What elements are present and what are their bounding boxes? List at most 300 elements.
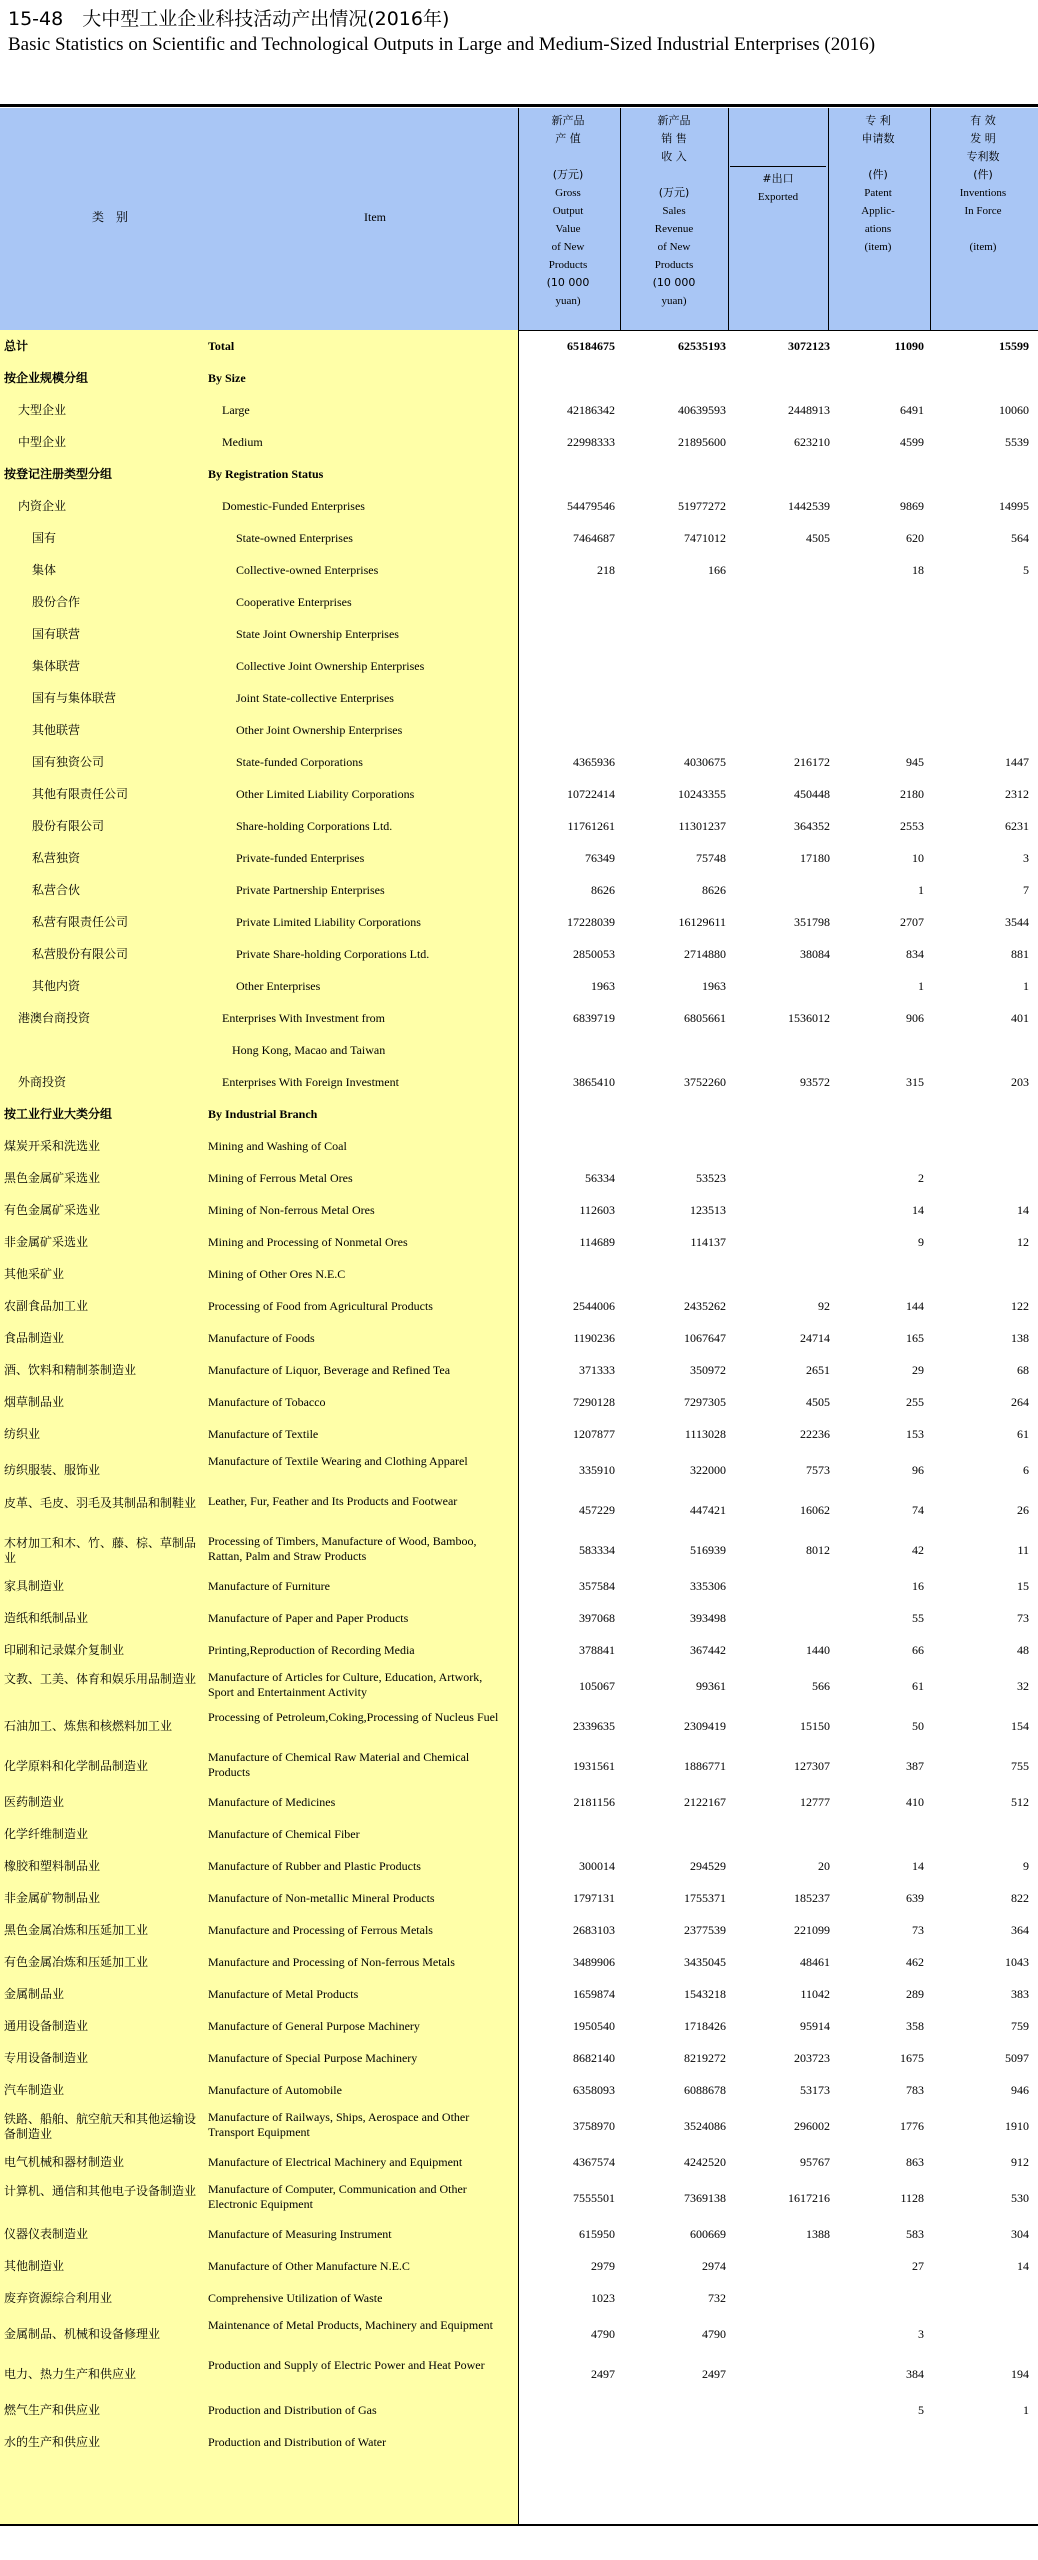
row-value: 1675 xyxy=(900,2051,924,2065)
row-value: 114689 xyxy=(579,1235,615,1249)
row-value: 2181156 xyxy=(573,1795,615,1809)
row-value: 14 xyxy=(912,1859,924,1873)
row-value: 1963 xyxy=(702,979,726,993)
row-item-en: Processing of Petroleum,Coking,Processing of Nucleus Fuel xyxy=(208,1710,499,1724)
row-value: 12777 xyxy=(800,1795,830,1809)
row-value: 138 xyxy=(1011,1331,1029,1345)
row-value: 27 xyxy=(912,2259,924,2273)
table-row xyxy=(0,1034,1038,1066)
table-row xyxy=(0,650,1038,682)
row-value: 54479546 xyxy=(567,499,615,513)
row-item-en: Manufacture of Chemical Fiber xyxy=(208,1827,360,1841)
table-row xyxy=(0,1162,1038,1194)
row-value: 1963 xyxy=(591,979,615,993)
row-value: 9 xyxy=(1023,1859,1029,1873)
row-value: 22998333 xyxy=(567,435,615,449)
row-value: 40639593 xyxy=(678,403,726,417)
row-value: 112603 xyxy=(579,1203,615,1217)
row-value: 5097 xyxy=(1005,2051,1029,2065)
column-divider xyxy=(728,108,729,330)
row-category-cn: 木材加工和木、竹、藤、棕、草制品业 xyxy=(4,1536,197,1565)
table-row xyxy=(0,2354,1038,2394)
table-row xyxy=(0,1666,1038,1706)
table-row xyxy=(0,1818,1038,1850)
row-category-cn: 港澳台商投资 xyxy=(18,1011,91,1025)
table-row xyxy=(0,2426,1038,2458)
row-value: 166 xyxy=(708,563,726,577)
row-value: 371333 xyxy=(579,1363,615,1377)
row-category-cn: 按登记注册类型分组 xyxy=(4,467,113,481)
row-value: 75748 xyxy=(696,851,726,865)
row-item-en: Hong Kong, Macao and Taiwan xyxy=(232,1043,386,1057)
row-value: 822 xyxy=(1011,1891,1029,1905)
header-line: of New xyxy=(657,241,691,253)
row-value: 566 xyxy=(812,1679,830,1693)
row-value: 105067 xyxy=(579,1679,615,1693)
row-value: 61 xyxy=(1017,1427,1029,1441)
row-value: 26 xyxy=(1017,1503,1029,1517)
row-item-en: Manufacture of Measuring Instrument xyxy=(208,2227,392,2241)
table-row xyxy=(0,1746,1038,1786)
header-line: 新产品 xyxy=(551,114,585,127)
row-value: 335910 xyxy=(579,1463,615,1477)
column-divider xyxy=(620,108,621,330)
row-value: 530 xyxy=(1011,2191,1029,2205)
row-value: 2974 xyxy=(702,2259,726,2273)
row-category-cn: 总计 xyxy=(4,339,29,353)
row-value: 56334 xyxy=(585,1171,615,1185)
row-item-en: Private-funded Enterprises xyxy=(236,851,365,865)
table-row xyxy=(0,970,1038,1002)
table-row xyxy=(0,458,1038,490)
row-item-en: Mining of Non-ferrous Metal Ores xyxy=(208,1203,375,1217)
header-line: Patent xyxy=(864,187,892,199)
row-item-en: By Registration Status xyxy=(208,467,324,481)
row-value: 16 xyxy=(912,1579,924,1593)
row-value: 3435045 xyxy=(684,1955,726,1969)
header-line: (item) xyxy=(864,241,892,253)
row-category-cn: 仪器仪表制造业 xyxy=(4,2227,89,2241)
row-value: 1023 xyxy=(591,2291,615,2305)
row-value: 11761261 xyxy=(567,819,615,833)
row-item-en: Manufacture of Paper and Paper Products xyxy=(208,1611,409,1625)
row-category-cn: 股份有限公司 xyxy=(32,819,105,833)
row-value: 12 xyxy=(1017,1235,1029,1249)
table-row xyxy=(0,2282,1038,2314)
row-value: 1755371 xyxy=(684,1891,726,1905)
row-value: 194 xyxy=(1011,2367,1029,2381)
header-inventions-in-force xyxy=(930,112,1036,334)
row-category-cn: 中型企业 xyxy=(18,435,67,449)
row-value: 5539 xyxy=(1005,435,1029,449)
row-category-cn: 非金属矿采选业 xyxy=(4,1235,89,1249)
table-row xyxy=(0,1634,1038,1666)
row-value: 335306 xyxy=(690,1579,726,1593)
row-category-cn: 通用设备制造业 xyxy=(4,2019,89,2033)
row-value: 4505 xyxy=(806,531,830,545)
row-value: 6231 xyxy=(1005,819,1029,833)
top-rule xyxy=(0,104,1038,107)
row-value: 123513 xyxy=(690,1203,726,1217)
row-item-en: State Joint Ownership Enterprises xyxy=(236,627,399,641)
header-line: Sales xyxy=(662,205,686,217)
row-category-cn: 农副食品加工业 xyxy=(4,1299,89,1313)
row-value: 4790 xyxy=(702,2327,726,2341)
row-value: 1388 xyxy=(806,2227,830,2241)
row-value: 21895600 xyxy=(678,435,726,449)
row-category-cn: 其他采矿业 xyxy=(4,1267,65,1281)
row-value: 122 xyxy=(1011,1299,1029,1313)
header-line: (10 000 xyxy=(546,276,590,289)
row-value: 397068 xyxy=(579,1611,615,1625)
row-value: 450448 xyxy=(794,787,830,801)
row-category-cn: 私营独资 xyxy=(32,851,81,865)
row-value: 367442 xyxy=(690,1643,726,1657)
table-row xyxy=(0,714,1038,746)
row-value: 127307 xyxy=(794,1759,830,1773)
row-value: 264 xyxy=(1011,1395,1029,1409)
header-line: (件) xyxy=(973,168,993,181)
row-item-en: Production and Supply of Electric Power and Heat Power xyxy=(208,2358,485,2372)
row-value: 62535193 xyxy=(678,339,726,353)
header-line: Exported xyxy=(757,191,799,203)
row-item-en: Manufacture of Liquor, Beverage and Refined Tea xyxy=(208,1363,451,1377)
row-item-en: Manufacture of Articles for Culture, Education, Artwork, Sport and Entertainment Activity xyxy=(208,1670,483,1699)
row-category-cn: 其他制造业 xyxy=(4,2259,65,2273)
row-value: 1776 xyxy=(900,2119,924,2133)
header-line: (万元) xyxy=(658,186,690,199)
row-value: 11301237 xyxy=(678,819,726,833)
row-category-cn: 汽车制造业 xyxy=(4,2083,65,2097)
row-category-cn: 按企业规模分组 xyxy=(4,371,89,385)
row-value: 4790 xyxy=(591,2327,615,2341)
row-category-cn: 其他内资 xyxy=(32,979,81,993)
header-line: yuan) xyxy=(555,295,581,307)
header-line: Output xyxy=(552,205,584,217)
row-value: 6358093 xyxy=(573,2083,615,2097)
row-value: 2122167 xyxy=(684,1795,726,1809)
row-category-cn: 纺织服装、服饰业 xyxy=(4,1463,101,1477)
header-line: 产 值 xyxy=(555,132,581,145)
row-value: 2497 xyxy=(591,2367,615,2381)
row-value: 351798 xyxy=(794,915,830,929)
table-row xyxy=(0,938,1038,970)
row-item-en: Printing,Reproduction of Recording Media xyxy=(208,1643,415,1657)
row-value: 6 xyxy=(1023,1463,1029,1477)
header-item-en: Item xyxy=(364,210,386,224)
row-value: 114137 xyxy=(690,1235,726,1249)
table-row xyxy=(0,554,1038,586)
row-item-en: Manufacture of Medicines xyxy=(208,1795,336,1809)
row-value: 165 xyxy=(906,1331,924,1345)
row-item-en: Manufacture of General Purpose Machinery xyxy=(208,2019,420,2033)
row-value: 384 xyxy=(906,2367,924,2381)
row-value: 2544006 xyxy=(573,1299,615,1313)
row-value: 203 xyxy=(1011,1075,1029,1089)
row-value: 6491 xyxy=(900,403,924,417)
row-value: 4505 xyxy=(806,1395,830,1409)
row-item-en: Manufacture of Railways, Ships, Aerospace and Other Transport Equipment xyxy=(208,2110,470,2139)
row-category-cn: 计算机、通信和其他电子设备制造业 xyxy=(4,2184,197,2198)
table-row xyxy=(0,1978,1038,2010)
row-category-cn: 废弃资源综合利用业 xyxy=(4,2291,113,2305)
row-value: 564 xyxy=(1011,531,1029,545)
row-item-en: Other Enterprises xyxy=(236,979,321,993)
row-value: 15150 xyxy=(800,1719,830,1733)
row-value: 95767 xyxy=(800,2155,830,2169)
row-value: 2850053 xyxy=(573,947,615,961)
row-value: 3752260 xyxy=(684,1075,726,1089)
table-row xyxy=(0,746,1038,778)
row-value: 3524086 xyxy=(684,2119,726,2133)
row-category-cn: 国有 xyxy=(32,531,57,545)
table-row xyxy=(0,1194,1038,1226)
row-value: 315 xyxy=(906,1075,924,1089)
header-new-product-output xyxy=(518,112,618,334)
table-row xyxy=(0,1706,1038,1746)
row-value: 945 xyxy=(906,755,924,769)
row-value: 623210 xyxy=(794,435,830,449)
row-category-cn: 大型企业 xyxy=(18,403,67,417)
header-line: 收 入 xyxy=(661,150,687,163)
row-value: 2497 xyxy=(702,2367,726,2381)
row-value: 289 xyxy=(906,1987,924,2001)
row-category-cn: 黑色金属冶炼和压延加工业 xyxy=(4,1923,149,1937)
table-row xyxy=(0,2218,1038,2250)
row-category-cn: 专用设备制造业 xyxy=(4,2051,89,2065)
row-value: 17180 xyxy=(800,851,830,865)
row-value: 1536012 xyxy=(788,1011,830,1025)
row-item-en: Other Limited Liability Corporations xyxy=(236,787,415,801)
row-category-cn: 股份合作 xyxy=(32,595,81,609)
row-value: 50 xyxy=(912,1719,924,1733)
header-line: Gross xyxy=(555,187,581,199)
row-category-cn: 石油加工、炼焦和核燃料加工业 xyxy=(4,1719,173,1733)
row-value: 15 xyxy=(1017,1579,1029,1593)
row-item-en: Leather, Fur, Feather and Its Products and Footwear xyxy=(208,1494,458,1508)
table-row xyxy=(0,2314,1038,2354)
header-line: ations xyxy=(864,223,892,235)
row-category-cn: 私营股份有限公司 xyxy=(32,947,129,961)
row-value: 834 xyxy=(906,947,924,961)
row-value: 1886771 xyxy=(684,1759,726,1773)
row-item-en: Mining of Ferrous Metal Ores xyxy=(208,1171,353,1185)
row-category-cn: 金属制品、机械和设备修理业 xyxy=(4,2327,161,2341)
row-value: 1617216 xyxy=(788,2191,830,2205)
row-value: 16062 xyxy=(800,1503,830,1517)
row-value: 583 xyxy=(906,2227,924,2241)
row-category-cn: 煤炭开采和洗选业 xyxy=(4,1139,101,1153)
row-value: 153 xyxy=(906,1427,924,1441)
title-block xyxy=(8,6,1028,58)
row-value: 68 xyxy=(1017,1363,1029,1377)
row-item-en: Cooperative Enterprises xyxy=(236,595,352,609)
row-value: 11 xyxy=(1017,1543,1029,1557)
table-row xyxy=(0,618,1038,650)
header-line: 销 售 xyxy=(661,132,687,145)
row-value: 3 xyxy=(918,2327,924,2341)
table-row xyxy=(0,1322,1038,1354)
row-value: 48461 xyxy=(800,1955,830,1969)
row-item-en: Manufacture of Textile Wearing and Clothing Apparel xyxy=(208,1454,468,1468)
row-value: 4365936 xyxy=(573,755,615,769)
row-item-en: Manufacture of Other Manufacture N.E.C xyxy=(208,2259,410,2273)
row-category-cn: 化学原料和化学制品制造业 xyxy=(4,1759,149,1773)
row-value: 2 xyxy=(918,1171,924,1185)
row-value: 350972 xyxy=(690,1363,726,1377)
row-value: 53523 xyxy=(696,1171,726,1185)
row-item-en: Mining and Washing of Coal xyxy=(208,1139,347,1153)
table-row xyxy=(0,1490,1038,1530)
row-category-cn: 皮革、毛皮、羽毛及其制品和制鞋业 xyxy=(4,1496,197,1510)
table-row xyxy=(0,1354,1038,1386)
row-value: 3544 xyxy=(1005,915,1029,929)
row-value: 1910 xyxy=(1005,2119,1029,2133)
table-row xyxy=(0,1258,1038,1290)
table-row xyxy=(0,490,1038,522)
row-item-en: Mining and Processing of Nonmetal Ores xyxy=(208,1235,408,1249)
row-value: 2714880 xyxy=(684,947,726,961)
row-value: 2312 xyxy=(1005,787,1029,801)
table-row xyxy=(0,2106,1038,2146)
table-row xyxy=(0,586,1038,618)
row-category-cn: 水的生产和供应业 xyxy=(4,2435,101,2449)
row-value: 99361 xyxy=(696,1679,726,1693)
row-value: 294529 xyxy=(690,1859,726,1873)
row-value: 8219272 xyxy=(684,2051,726,2065)
row-value: 14 xyxy=(1017,2259,1029,2273)
row-item-en: Mining of Other Ores N.E.C xyxy=(208,1267,346,1281)
row-value: 3 xyxy=(1023,851,1029,865)
row-value: 296002 xyxy=(794,2119,830,2133)
row-item-en: Manufacture of Chemical Raw Material and Chemical Products xyxy=(208,1750,470,1779)
row-value: 7471012 xyxy=(684,531,726,545)
row-category-cn: 电力、热力生产和供应业 xyxy=(4,2367,137,2381)
row-value: 516939 xyxy=(690,1543,726,1557)
row-value: 1797131 xyxy=(573,1891,615,1905)
row-item-en: Manufacture of Furniture xyxy=(208,1579,330,1593)
row-category-cn: 有色金属矿采选业 xyxy=(4,1203,101,1217)
table-row xyxy=(0,1570,1038,1602)
table-row xyxy=(0,874,1038,906)
table-row xyxy=(0,1882,1038,1914)
row-value: 76349 xyxy=(585,851,615,865)
row-value: 55 xyxy=(912,1611,924,1625)
row-value: 7290128 xyxy=(573,1395,615,1409)
row-value: 2377539 xyxy=(684,1923,726,1937)
header-line: of New xyxy=(551,241,585,253)
row-value: 7297305 xyxy=(684,1395,726,1409)
row-value: 6088678 xyxy=(684,2083,726,2097)
row-category-cn: 燃气生产和供应业 xyxy=(4,2403,101,2417)
row-category-cn: 私营合伙 xyxy=(32,883,81,897)
row-value: 2683103 xyxy=(573,1923,615,1937)
table-row xyxy=(0,1098,1038,1130)
row-item-en: Manufacture and Processing of Non-ferrous Metals xyxy=(208,1955,455,1969)
header-line: Applic- xyxy=(861,205,895,217)
row-item-en: Manufacture of Foods xyxy=(208,1331,315,1345)
header-line: 申请数 xyxy=(861,132,895,145)
row-value: 1043 xyxy=(1005,1955,1029,1969)
table-row xyxy=(0,1418,1038,1450)
row-value: 3758970 xyxy=(573,2119,615,2133)
table-row xyxy=(0,810,1038,842)
row-item-en: Manufacture of Textile xyxy=(208,1427,319,1441)
row-item-en: Manufacture of Automobile xyxy=(208,2083,342,2097)
row-value: 755 xyxy=(1011,1759,1029,1773)
table-title-en: Basic Statistics on Scientific and Technological Outputs in Large and Medium-Sized Industrial Enterprises (2016) xyxy=(8,34,876,55)
header-line: 有 效 xyxy=(970,114,996,127)
row-value: 4367574 xyxy=(573,2155,615,2169)
table-row xyxy=(0,2074,1038,2106)
row-value: 364352 xyxy=(794,819,830,833)
row-value: 2651 xyxy=(806,1363,830,1377)
row-value: 53173 xyxy=(800,2083,830,2097)
column-divider xyxy=(930,108,931,330)
row-value: 2180 xyxy=(900,787,924,801)
row-value: 4599 xyxy=(900,435,924,449)
row-item-en: Manufacture of Electrical Machinery and Equipment xyxy=(208,2155,463,2169)
row-item-en: Collective Joint Ownership Enterprises xyxy=(236,659,425,673)
row-category-cn: 电气机械和器材制造业 xyxy=(4,2155,125,2169)
row-value: 512 xyxy=(1011,1795,1029,1809)
row-item-en: Enterprises With Foreign Investment xyxy=(222,1075,399,1089)
row-category-cn: 私营有限责任公司 xyxy=(32,915,129,929)
row-value: 10722414 xyxy=(567,787,615,801)
table-row xyxy=(0,394,1038,426)
table-row xyxy=(0,362,1038,394)
row-item-en: Manufacture of Non-metallic Mineral Products xyxy=(208,1891,435,1905)
row-value: 10243355 xyxy=(678,787,726,801)
header-line: Products xyxy=(654,259,694,271)
row-value: 66 xyxy=(912,1643,924,1657)
row-value: 304 xyxy=(1011,2227,1029,2241)
row-value: 14 xyxy=(1017,1203,1029,1217)
row-value: 3865410 xyxy=(573,1075,615,1089)
table-row xyxy=(0,1386,1038,1418)
row-value: 14 xyxy=(912,1203,924,1217)
table-row xyxy=(0,426,1038,458)
row-value: 11042 xyxy=(800,1987,830,2001)
table-row xyxy=(0,2250,1038,2282)
row-value: 393498 xyxy=(690,1611,726,1625)
row-item-en: Manufacture and Processing of Ferrous Metals xyxy=(208,1923,433,1937)
row-item-en: Medium xyxy=(222,435,263,449)
header-line: 新产品 xyxy=(657,114,691,127)
row-value: 1 xyxy=(1023,979,1029,993)
row-category-cn: 集体 xyxy=(32,563,57,577)
row-item-en: Total xyxy=(208,339,235,353)
row-value: 218 xyxy=(597,563,615,577)
row-category-cn: 金属制品业 xyxy=(4,1987,65,2001)
row-value: 154 xyxy=(1011,1719,1029,1733)
row-value: 7464687 xyxy=(573,531,615,545)
row-value: 863 xyxy=(906,2155,924,2169)
row-value: 4242520 xyxy=(684,2155,726,2169)
header-line: (10 000 xyxy=(652,276,696,289)
row-item-en: Private Share-holding Corporations Ltd. xyxy=(236,947,430,961)
row-item-en: Processing of Food from Agricultural Products xyxy=(208,1299,433,1313)
row-value: 378841 xyxy=(579,1643,615,1657)
row-item-en: Joint State-collective Enterprises xyxy=(236,691,394,705)
row-value: 1 xyxy=(1023,2403,1029,2417)
row-item-en: Enterprises With Investment from xyxy=(222,1011,385,1025)
row-value: 17228039 xyxy=(567,915,615,929)
row-value: 1 xyxy=(918,883,924,897)
row-value: 364 xyxy=(1011,1923,1029,1937)
row-value: 95914 xyxy=(800,2019,830,2033)
row-value: 1 xyxy=(918,979,924,993)
